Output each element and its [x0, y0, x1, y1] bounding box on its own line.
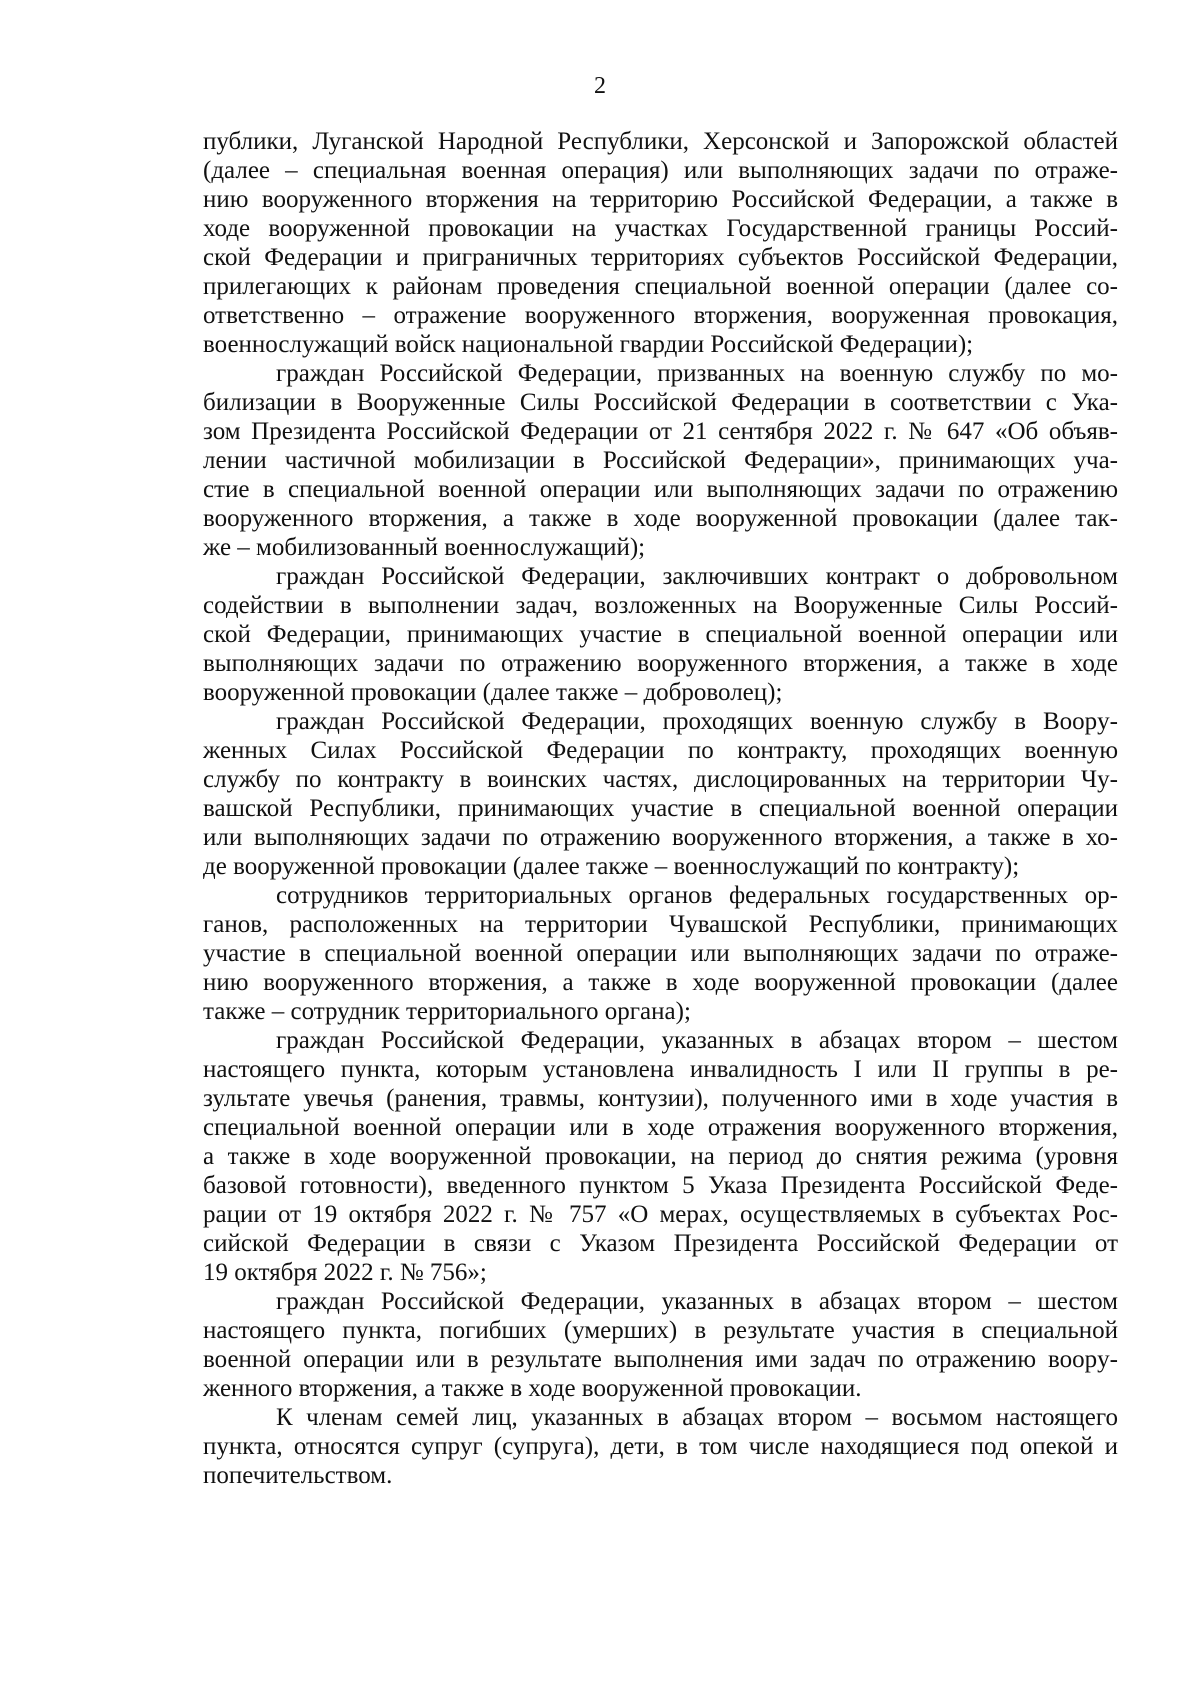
- text-line: настоящего пункта, которым установлена инвалидность I или II группы в ре-: [203, 1056, 1118, 1083]
- text-line: ответственно – отражение вооруженного вторжения, вооруженная провокация,: [203, 302, 1118, 329]
- text-line: ской Федерации и приграничных территориях субъектов Российской Федерации,: [203, 244, 1118, 271]
- paragraph-first-line: сотрудников территориальных органов федеральных государственных ор-: [276, 882, 1118, 909]
- text-line: сийской Федерации в связи с Указом Президента Российской Федерации от: [203, 1230, 1118, 1257]
- text-line: женного вторжения, а также в ходе вооруженной провокации.: [203, 1375, 862, 1402]
- text-line: ской Федерации, принимающих участие в специальной военной операции или: [203, 621, 1118, 648]
- text-line: службу по контракту в воинских частях, дислоцированных на территории Чу-: [203, 766, 1118, 793]
- text-line: (далее – специальная военная операция) или выполняющих задачи по отраже-: [203, 157, 1118, 184]
- text-line: ходе вооруженной провокации на участках Государственной границы Россий-: [203, 215, 1118, 242]
- paragraph-first-line: граждан Российской Федерации, проходящих военную службу в Вооpу-: [276, 708, 1118, 735]
- text-line: ганов, расположенных на территории Чувашской Республики, принимающих: [203, 911, 1118, 938]
- text-line: лении частичной мобилизации в Российской Федерации», принимающих уча-: [203, 447, 1118, 474]
- text-line: специальной военной операции или в ходе отражения вооруженного вторжения,: [203, 1114, 1118, 1141]
- text-line: нию вооруженного вторжения, а также в ходе вооруженной провокации (далее: [203, 969, 1118, 996]
- text-line: военнослужащий войск национальной гвардии Российской Федерации);: [203, 331, 974, 358]
- text-line: рации от 19 октября 2022 г. № 757 «О мерах, осуществляемых в субъектах Рос-: [203, 1201, 1118, 1228]
- paragraph-first-line: граждан Российской Федерации, заключивших контракт о добровольном: [276, 563, 1118, 590]
- text-line: также – сотрудник территориального органа);: [203, 998, 691, 1025]
- text-line: вооруженной провокации (далее также – доброволец);: [203, 679, 783, 706]
- text-line: военной операции или в результате выполнения ими задач по отражению вооpу-: [203, 1346, 1118, 1373]
- text-line: же – мобилизованный военнослужащий);: [203, 534, 646, 561]
- text-line: или выполняющих задачи по отражению вооруженного вторжения, а также в хо-: [203, 824, 1118, 851]
- paragraph-first-line: граждан Российской Федерации, призванных на военную службу по мо-: [276, 360, 1118, 387]
- text-line: базовой готовности), введенного пунктом 5 Указа Президента Российской Феде-: [203, 1172, 1118, 1199]
- text-line: прилегающих к районам проведения специальной военной операции (далее со-: [203, 273, 1118, 300]
- text-line: содействии в выполнении задач, возложенных на Вооруженные Силы Россий-: [203, 592, 1118, 619]
- text-line: зом Президента Российской Федерации от 21 сентября 2022 г. № 647 «Об объяв-: [203, 418, 1118, 445]
- paragraph-first-line: К членам семей лиц, указанных в абзацах втором – восьмом настоящего: [276, 1404, 1118, 1431]
- text-line: настоящего пункта, погибших (умерших) в результате участия в специальной: [203, 1317, 1118, 1344]
- text-line: нию вооруженного вторжения на территорию Российской Федерации, а также в: [203, 186, 1118, 213]
- paragraph-first-line: граждан Российской Федерации, указанных в абзацах втором – шестом: [276, 1288, 1118, 1315]
- text-line: попечительством.: [203, 1462, 393, 1489]
- text-line: а также в ходе вооруженной провокации, на период до снятия режима (уровня: [203, 1143, 1118, 1170]
- paragraph-first-line: граждан Российской Федерации, указанных в абзацах втором – шестом: [276, 1027, 1118, 1054]
- text-line: 19 октября 2022 г. № 756»;: [203, 1259, 487, 1286]
- text-line: выполняющих задачи по отражению вооруженного вторжения, а также в ходе: [203, 650, 1118, 677]
- page-number: 2: [594, 73, 606, 99]
- text-line: билизации в Вооруженные Силы Российской Федерации в соответствии с Ука-: [203, 389, 1118, 416]
- body-text: [203, 127, 1118, 1490]
- text-line: пункта, относятся супруг (супруга), дети, в том числе находящиеся под опекой и: [203, 1433, 1118, 1460]
- text-line: публики, Луганской Народной Республики, Херсонской и Запорожской областей: [203, 128, 1118, 155]
- text-line: вооруженного вторжения, а также в ходе вооруженной провокации (далее так-: [203, 505, 1118, 532]
- text-line: стие в специальной военной операции или выполняющих задачи по отражению: [203, 476, 1118, 503]
- text-line: женных Силах Российской Федерации по контракту, проходящих военную: [203, 737, 1118, 764]
- text-line: де вооруженной провокации (далее также – военнослужащий по контракту);: [203, 853, 1020, 880]
- text-line: зультате увечья (ранения, травмы, контузии), полученного ими в ходе участия в: [203, 1085, 1118, 1112]
- text-line: вашской Республики, принимающих участие в специальной военной операции: [203, 795, 1118, 822]
- text-line: участие в специальной военной операции или выполняющих задачи по отраже-: [203, 940, 1118, 967]
